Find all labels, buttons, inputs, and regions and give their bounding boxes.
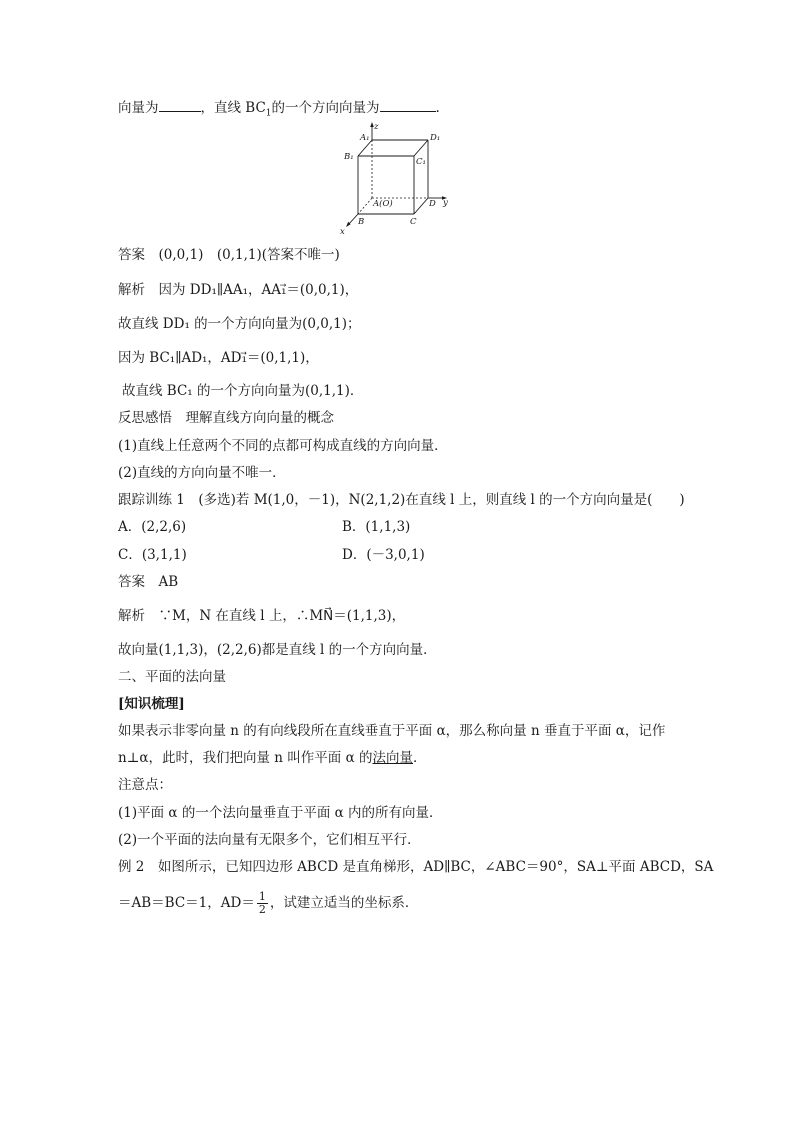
note-1: (1)平面 α 的一个法向量垂直于平面 α 内的所有向量． [118,805,443,821]
reflect-point-1: (1)直线上任意两个不同的点都可构成直线的方向向量． [118,438,448,454]
cube-diagram [336,120,456,240]
reflect-title: 反思感悟 理解直线方向向量的概念 [118,410,334,426]
label-a1: A₁ [360,133,370,143]
definition-line-1: 如果表示非零向量 n 的有向线段所在直线垂直于平面 α，那么称向量 n 垂直于平面 α，记作 [118,723,666,739]
text-segment: 向量为 [118,100,159,116]
note-title: 注意点： [118,777,172,793]
subscript: 1 [265,108,272,119]
section-heading: 二、平面的法向量 [118,669,226,685]
answer-blank-2 [380,98,436,112]
fraction [257,891,268,916]
label-b1: B₁ [344,152,354,162]
fraction-numerator: 1 [258,890,266,903]
label-x: x [340,227,345,237]
example-line-2 [118,891,678,916]
analysis-4: 故直线 BC₁ 的一个方向向量为(0,1,1)． [122,383,364,399]
label-d1: D₁ [430,133,441,143]
label-b: B [358,217,365,227]
text-segment: 的一个方向向量为 [271,100,380,116]
options-row-2 [118,546,678,564]
option-b: B．(1,1,3) [342,519,411,535]
example-line-1: 例 2 如图所示，已知四边形 ABCD 是直角梯形，AD∥BC，∠ABC＝90°，SA⊥平面 ABCD，SA [118,859,714,875]
label-c1: C₁ [416,157,426,167]
question-line [118,98,678,123]
answer-2: 答案 AB [118,574,179,590]
cube-figure [336,120,456,240]
answer-1: 答案 (0,0,1) (0,1,1)(答案不唯一) [118,247,340,263]
text-segment: ，试建立适当的坐标系． [269,895,419,911]
practice-question: 跟踪训练 1 (多选)若 M(1,0，－1)，N(2,1,2)在直线 l 上，则直线 l 的一个方向向量是( ) [118,492,685,508]
analysis-6: 故向量(1,1,3)，(2,2,6)都是直线 l 的一个方向向量． [118,642,437,658]
options-row-1 [118,518,678,536]
label-d: D [429,199,436,209]
label-c: C [410,217,417,227]
text-segment: . [435,100,440,116]
edge-ab-hidden [358,198,372,214]
text-segment: n⊥α，此时，我们把向量 n 叫作平面 α 的 [118,750,373,766]
fraction-denominator: 2 [258,903,266,916]
option-c: C．(3,1,1) [118,547,187,563]
underlined-term: 法向量 [372,750,413,766]
text-segment: ，直线 BC [200,100,266,116]
label-y: y [443,198,448,208]
analysis-1: 解析 因为 DD₁∥AA₁，AA₁⃗＝(0,0,1)， [118,282,359,298]
definition-line-2 [118,749,678,767]
reflect-point-2: (2)直线的方向向量不唯一． [118,465,286,481]
edge-dc [414,198,428,214]
analysis-2: 故直线 DD₁ 的一个方向向量为(0,0,1)； [118,316,361,332]
note-2: (2)一个平面的法向量有无限多个，它们相互平行． [118,832,421,848]
edge-d1c1 [414,140,428,156]
text-segment: ＝AB＝BC＝1，AD＝ [118,895,255,911]
label-ao: A(O) [373,199,393,209]
knowledge-heading: [知识梳理] [118,696,185,712]
answer-blank-1 [159,98,201,112]
analysis-3: 因为 BC₁∥AD₁，AD₁⃗＝(0,1,1)， [118,350,319,366]
label-z: z [374,122,379,132]
analysis-5: 解析 ∵M，N 在直线 l 上，∴MN⃗＝(1,1,3)， [118,608,406,624]
option-a: A．(2,2,6) [118,519,187,535]
text-segment: ． [412,750,427,766]
option-d: D．(－3,0,1) [342,547,425,563]
